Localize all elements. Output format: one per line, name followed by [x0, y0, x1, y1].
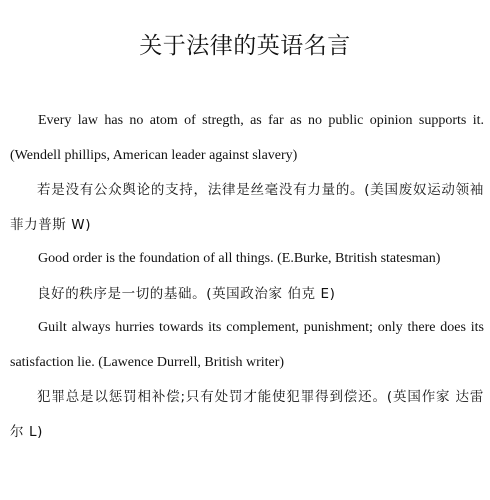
- document-body: [10, 104, 484, 449]
- quote-chinese-2: 良好的秩序是一切的基础。(英国政治家 伯克 E): [37, 285, 336, 302]
- quote-english-1: Every law has no atom of stregth, as far as no public opinion supports it. (Wendell phillips, American leader against slavery): [10, 113, 484, 163]
- page-title: 关于法律的英语名言: [139, 33, 351, 59]
- quote-english-3: Guilt always hurries towards its complement, punishment; only there does its satisfaction lie. (Lawence Durrell, British writer): [10, 320, 484, 370]
- quote-chinese-1: 若是没有公众舆论的支持，法律是丝毫没有力量的。(美国废奴运动领袖 菲力普斯 W): [10, 182, 484, 233]
- quote-english-2: Good order is the foundation of all things. (E.Burke, Btritish statesman): [38, 251, 441, 266]
- quote-chinese-3: 犯罪总是以惩罚相补偿;只有处罚才能使犯罪得到偿还。(英国作家 达雷尔 L): [10, 389, 484, 440]
